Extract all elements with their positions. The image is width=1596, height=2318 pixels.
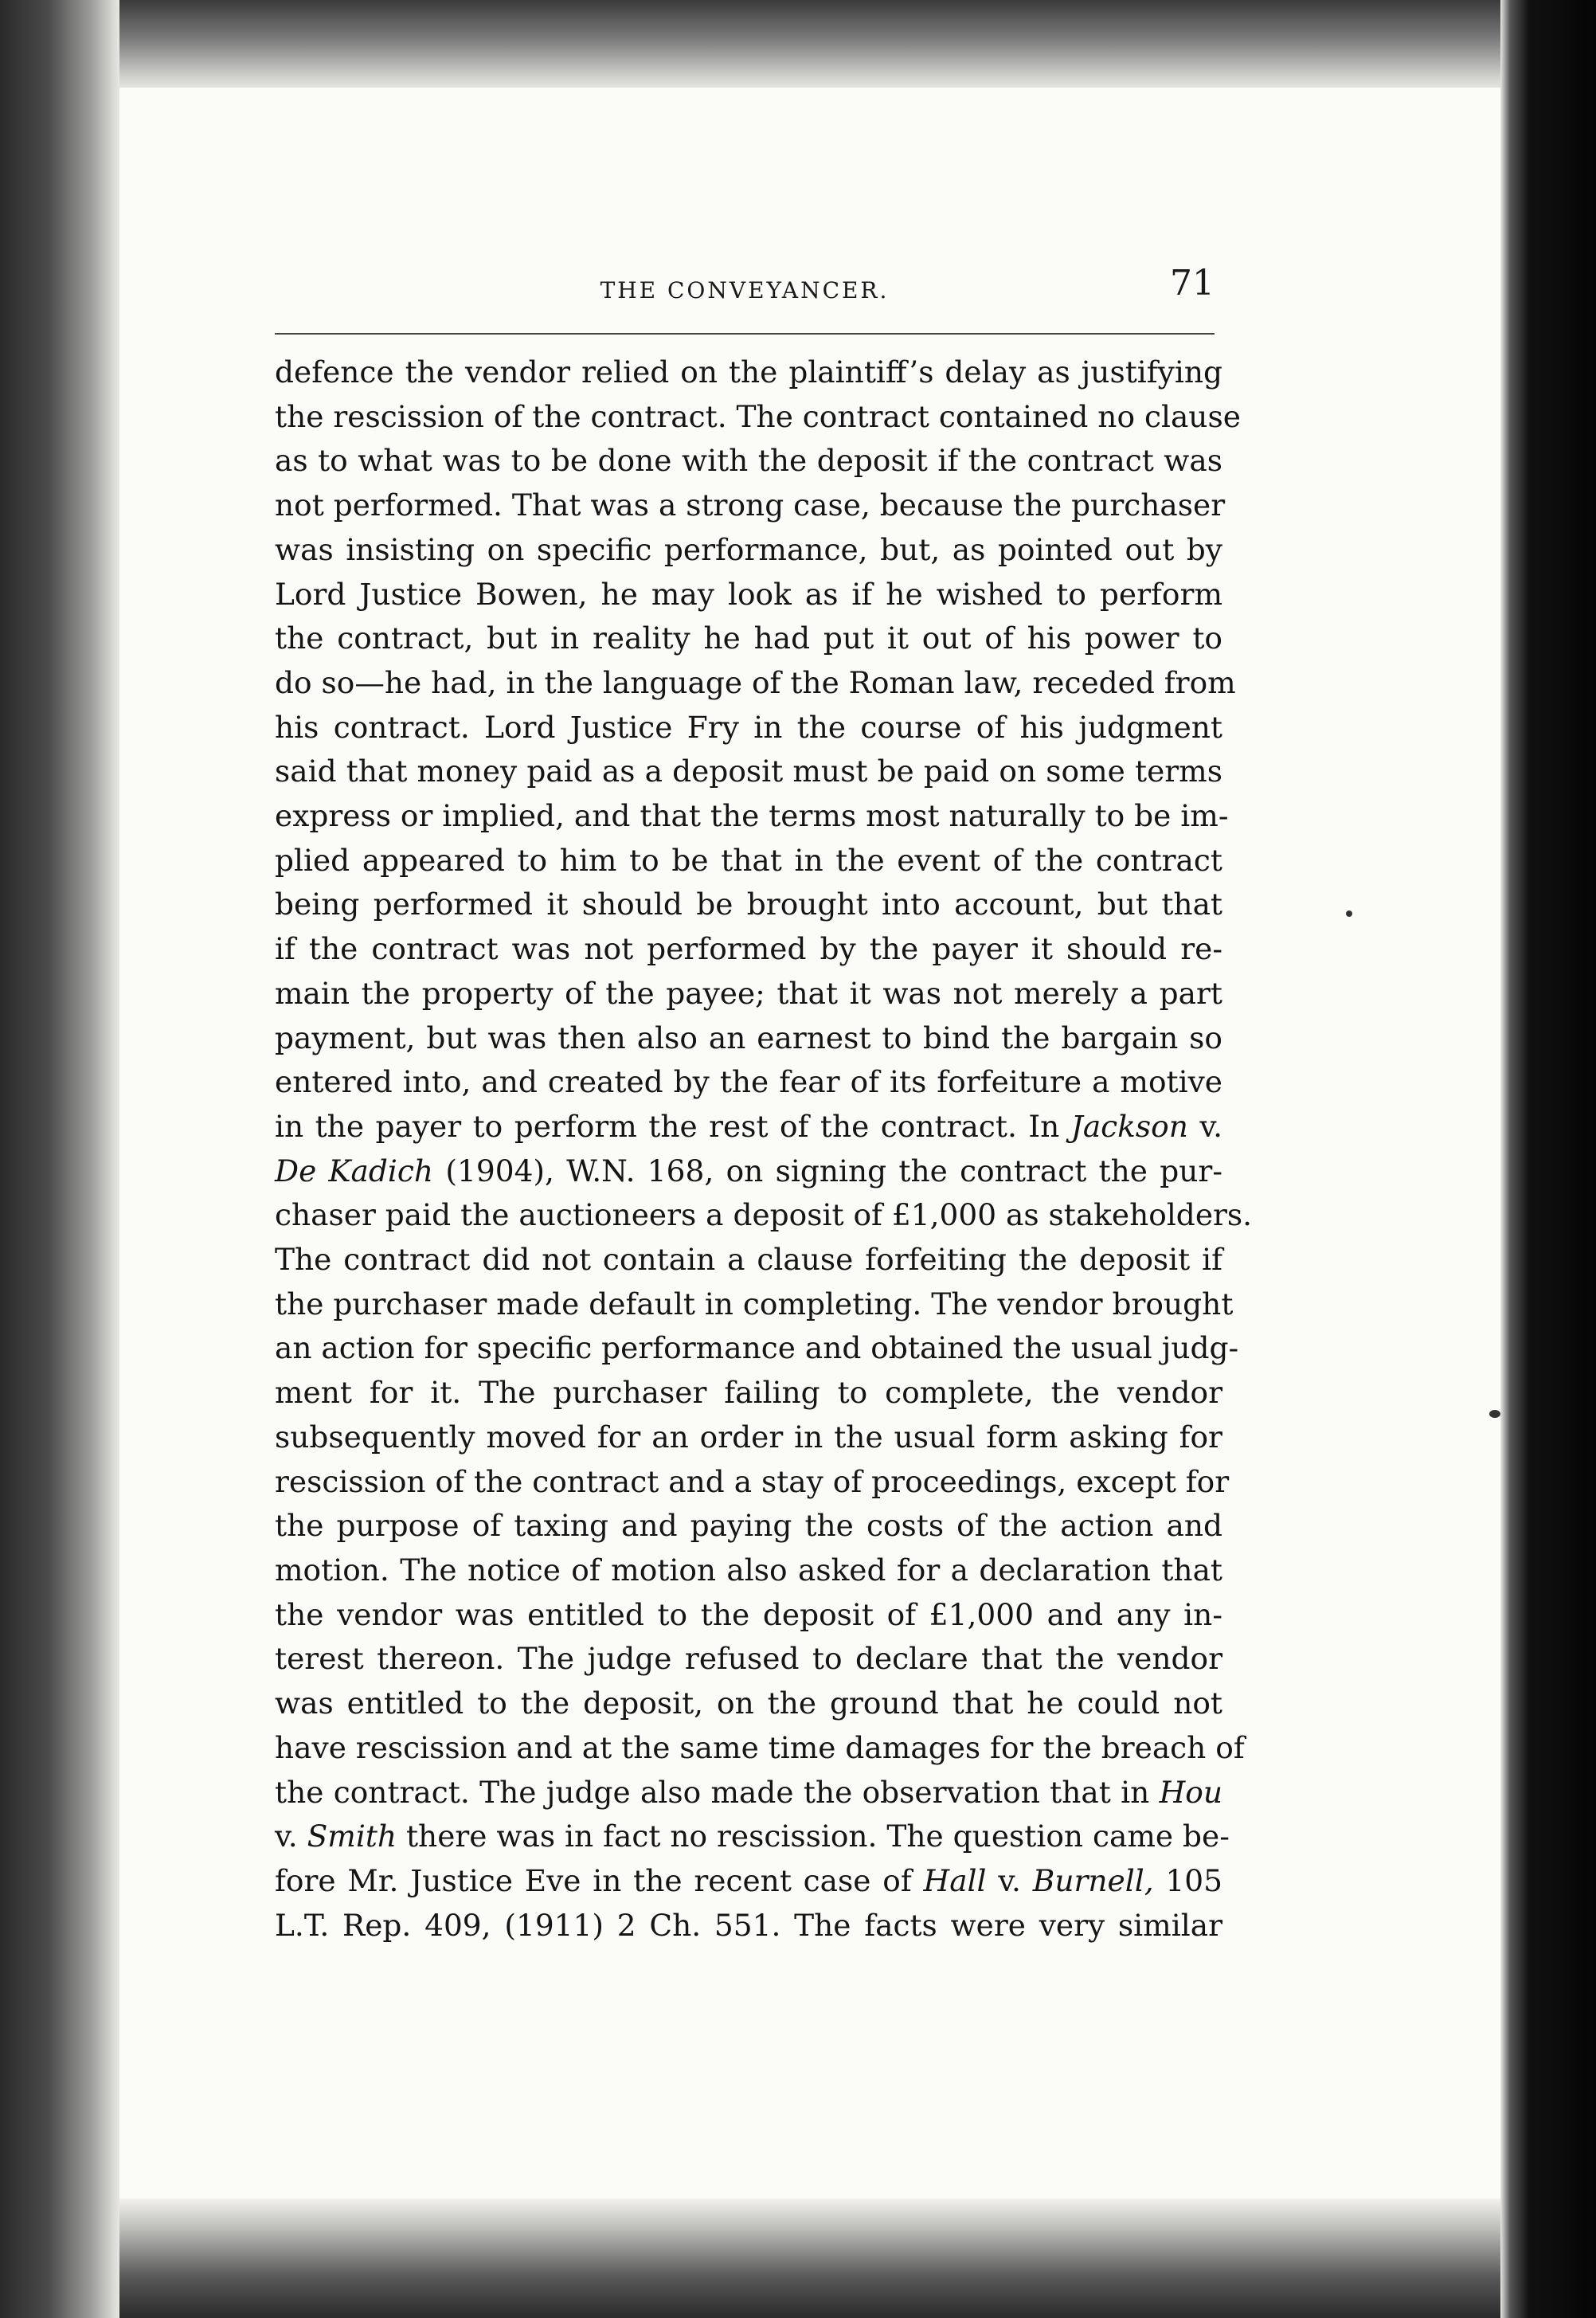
text-line: the purpose of taxing and paying the costs of the action and: [275, 1508, 1222, 1544]
text-line: being performed it should be brought into account, but that: [275, 887, 1222, 922]
text-line: L.T. Rep. 409, (1911) 2 Ch. 551. The facts were very similar: [275, 1907, 1222, 1943]
text-line: De Kadich (1904), W.N. 168, on signing the contract the pur-: [275, 1153, 1222, 1188]
body-text: [275, 350, 1253, 1948]
text-line: as to what was to be done with the deposit if the contract was: [275, 443, 1222, 479]
text-line: the vendor was entitled to the deposit of £1,000 and any in-: [275, 1596, 1222, 1632]
text-line: not performed. That was a strong case, because the purchaser: [275, 487, 1226, 523]
case-name-italic: Hall: [923, 1862, 987, 1898]
text-line: an action for specific performance and obtained the usual judg-: [275, 1330, 1239, 1366]
text-line: payment, but was then also an earnest to bind the bargain so: [275, 1020, 1222, 1055]
text-line: motion. The notice of motion also asked for a declaration that: [275, 1552, 1222, 1588]
text-line: rescission of the contract and a stay of proceedings, except for: [275, 1463, 1230, 1499]
running-title: THE CONVEYANCER.: [600, 277, 890, 303]
text-line: the contract. The judge also made the observation that in Hou: [275, 1774, 1222, 1810]
text-line: main the property of the payee; that it was not merely a part: [275, 975, 1222, 1011]
text-line: fore Mr. Justice Eve in the recent case of Hall v. Burnell, 105: [275, 1862, 1223, 1898]
text-line: ment for it. The purchaser failing to complete, the vendor: [275, 1375, 1222, 1411]
text-line: Lord Justice Bowen, he may look as if he wished to perform: [275, 576, 1222, 612]
text-line: the rescission of the contract. The contract contained no clause: [275, 398, 1241, 434]
text-line: entered into, and created by the fear of its forfeiture a motive: [275, 1064, 1222, 1100]
text-line: terest thereon. The judge refused to declare that the vendor: [275, 1641, 1222, 1677]
scan-speck: [1489, 1410, 1500, 1418]
case-name-italic: De Kadich: [275, 1153, 434, 1188]
text-line: if the contract was not performed by the payer it should re-: [275, 931, 1222, 967]
text-line: the purchaser made default in completing. The vendor brought: [275, 1286, 1234, 1321]
text-line: chaser paid the auctioneers a deposit of £1,000 as stakeholders.: [275, 1197, 1253, 1233]
text-line: in the payer to perform the rest of the contract. In Jackson v.: [275, 1108, 1222, 1144]
text-line: The contract did not contain a clause forfeiting the deposit if: [275, 1242, 1222, 1278]
case-name-italic: Smith: [307, 1819, 397, 1854]
text-line: express or implied, and that the terms most naturally to be im-: [275, 798, 1229, 834]
text-line: subsequently moved for an order in the usual form asking for: [275, 1419, 1222, 1455]
text-line: was insisting on specific performance, but, as pointed out by: [275, 531, 1222, 567]
text-line: was entitled to the deposit, on the ground that he could not: [275, 1686, 1222, 1721]
scan-edge-bottom: [0, 2199, 1596, 2318]
header-rule: [275, 333, 1215, 335]
case-name-italic: Hou: [1159, 1774, 1222, 1810]
text-line: v. Smith there was in fact no rescission. The question came be-: [275, 1819, 1230, 1854]
text-line: do so—he had, in the language of the Roman law, receded from: [275, 664, 1236, 700]
text-line: defence the vendor relied on the plaintiff’s delay as justifying: [275, 354, 1222, 390]
page-header: [275, 255, 1215, 311]
page-number: 71: [1170, 263, 1215, 303]
text-line: have rescission and at the same time damages for the breach of: [275, 1729, 1245, 1765]
scan-edge-right: [1500, 0, 1596, 2318]
text-line: the contract, but in reality he had put it out of his power to: [275, 621, 1222, 656]
scan-edge-top: [0, 0, 1596, 96]
case-name-italic: Burnell,: [1032, 1862, 1154, 1898]
text-line: his contract. Lord Justice Fry in the course of his judgment: [275, 709, 1222, 745]
case-name-italic: Jackson: [1070, 1108, 1188, 1144]
text-line: plied appeared to him to be that in the event of the contract: [275, 842, 1222, 878]
scan-edge-left: [0, 0, 119, 2318]
text-line: said that money paid as a deposit must be paid on some terms: [275, 754, 1222, 789]
scan-speck: [1346, 910, 1352, 917]
